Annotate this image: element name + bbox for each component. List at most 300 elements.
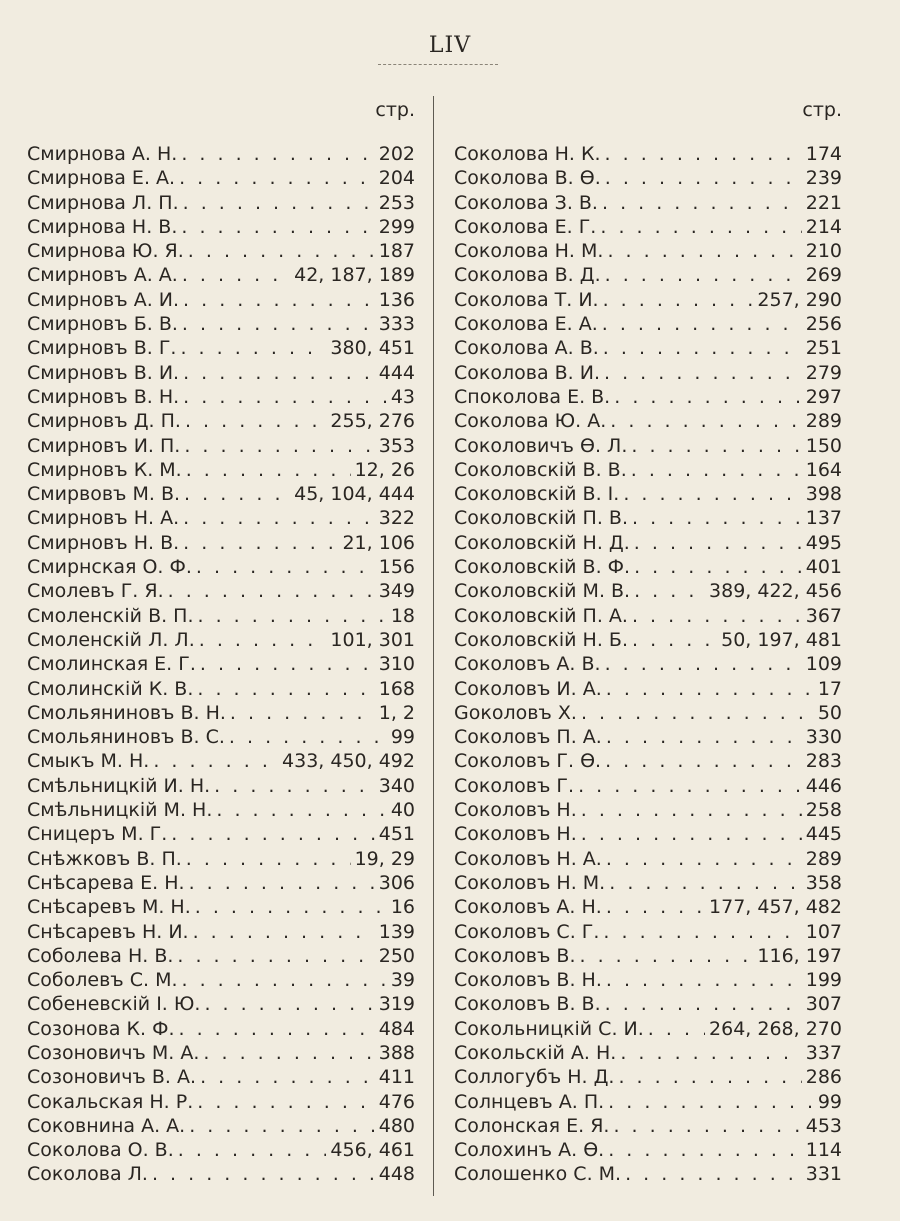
index-entry: [27, 871, 415, 895]
index-entry: [454, 944, 842, 968]
entry-pages: 279: [805, 361, 842, 384]
entry-name: Соколова Е. Г.: [454, 215, 597, 238]
entry-pages: 168: [378, 677, 415, 700]
entry-pages: 367: [805, 604, 842, 627]
dot-leader: [183, 385, 387, 409]
index-entry: [27, 409, 415, 433]
entry-name: Снѣсарева Е. Н.: [27, 871, 185, 894]
index-entry: [454, 677, 842, 701]
entry-pages: 177, 457, 482: [709, 896, 842, 919]
entry-name: Смирнская О. Ф.: [27, 556, 192, 579]
index-entry: [27, 1065, 415, 1089]
entry-pages: 139: [378, 920, 415, 943]
entry-pages: 1, 2: [378, 701, 415, 724]
entry-pages: 174: [805, 143, 842, 165]
entry-pages: 210: [805, 240, 842, 263]
index-entry: [27, 215, 415, 239]
entry-name: Соколовъ В. Н.: [454, 969, 602, 992]
entry-pages: 333: [378, 313, 415, 336]
entry-pages: 239: [805, 167, 842, 190]
index-entry: [27, 385, 415, 409]
entry-pages: 187: [378, 240, 415, 263]
index-entry: [27, 968, 415, 992]
dot-leader: [153, 749, 278, 773]
entry-pages: 264, 268, 270: [709, 1017, 842, 1040]
dot-leader: [197, 677, 374, 701]
entry-pages: 322: [378, 507, 415, 530]
entry-pages: 255, 276: [330, 410, 415, 433]
dot-leader: [581, 798, 802, 822]
entry-name: Соколовъ И. А.: [454, 677, 602, 700]
dot-leader: [182, 312, 375, 336]
index-entry: [27, 604, 415, 628]
entry-name: Соколова Т. И.: [454, 288, 599, 311]
entry-pages: 448: [378, 1163, 415, 1186]
entry-name: Соколовичъ Ѳ. Л.: [454, 434, 628, 457]
index-entry: [27, 482, 415, 506]
entry-pages: 214: [805, 215, 842, 238]
index-entry: [27, 555, 415, 579]
entry-name: Смирновъ В. Н.: [27, 385, 180, 408]
dot-leader: [632, 506, 802, 530]
dot-leader: [606, 895, 705, 919]
index-entry: [27, 944, 415, 968]
entry-pages: 39: [390, 969, 415, 992]
entry-name: Смирновъ К. М.: [27, 458, 182, 481]
index-entry: [454, 725, 842, 749]
index-entry: [454, 385, 842, 409]
index-entry: [27, 895, 415, 919]
index-entry: [27, 920, 415, 944]
index-entry: [27, 1090, 415, 1114]
index-entry: [454, 434, 842, 458]
entry-pages: 253: [378, 191, 415, 214]
entry-pages: 114: [805, 1139, 842, 1162]
index-entry: [454, 482, 842, 506]
dot-leader: [603, 920, 801, 944]
entry-name: Смольяниновъ В. Н.: [27, 701, 226, 724]
entry-name: Соколовскій Н. Д.: [454, 531, 630, 554]
index-entry: [27, 1138, 415, 1162]
dot-leader: [634, 555, 802, 579]
entry-pages: 251: [805, 337, 842, 360]
entry-pages: 45, 104, 444: [294, 483, 415, 506]
dot-leader: [183, 288, 375, 312]
index-entry: [454, 312, 842, 336]
entry-name: Соколовъ С. Г.: [454, 920, 600, 943]
entry-pages: 297: [805, 385, 842, 408]
entry-pages: 286: [805, 1066, 842, 1089]
dot-leader: [606, 725, 802, 749]
entry-name: Соколова Н. М.: [454, 240, 604, 263]
entry-pages: 299: [378, 215, 415, 238]
entry-pages: 401: [805, 556, 842, 579]
dot-leader: [605, 992, 802, 1016]
entry-pages: 319: [378, 993, 415, 1016]
entry-pages: 256: [805, 313, 842, 336]
index-entry: [27, 458, 415, 482]
entry-name: Соколовъ Н. А.: [454, 847, 602, 870]
dot-leader: [623, 482, 801, 506]
dot-leader: [605, 166, 802, 190]
index-entry: [454, 336, 842, 360]
dot-leader: [199, 628, 327, 652]
entry-pages: 50, 197, 481: [721, 628, 842, 651]
dot-leader: [179, 166, 375, 190]
entry-pages: 349: [378, 580, 415, 603]
dot-leader: [196, 555, 375, 579]
entry-name: Сокольницкій С. И.: [454, 1017, 644, 1040]
entry-pages: 18: [390, 604, 415, 627]
entry-name: Соколовскій П. А.: [454, 604, 628, 627]
entry-pages: 353: [378, 434, 415, 457]
entry-name: Соколовъ А. В.: [454, 653, 601, 676]
entry-name: Снѣсаревъ Н. И.: [27, 920, 189, 943]
index-entry: [454, 749, 842, 773]
dot-leader: [183, 506, 375, 530]
entry-name: Соколовъ В. В.: [454, 993, 601, 1016]
index-entry: [454, 531, 842, 555]
entry-name: Соколова В. Ѳ.: [454, 167, 601, 190]
entry-name: Смирнова Н. В.: [27, 215, 178, 238]
entry-pages: 433, 450, 492: [282, 750, 415, 773]
index-entry: [454, 895, 842, 919]
dot-leader: [182, 263, 290, 287]
dot-leader: [183, 531, 338, 555]
entry-name: Снѣсаревъ М. Н.: [27, 896, 191, 919]
index-entry: [454, 628, 842, 652]
index-entry: [27, 142, 415, 166]
entry-name: Соколовъ П. А.: [454, 726, 602, 749]
index-entry: [27, 822, 415, 846]
entry-name: Солнцевъ А. П.: [454, 1090, 605, 1113]
entry-name: Снѣжковъ В. П.: [27, 847, 182, 870]
index-entry: [454, 1162, 842, 1186]
dot-leader: [184, 482, 290, 506]
index-entry: [454, 166, 842, 190]
index-entry: [27, 1041, 415, 1065]
entry-pages: 446: [805, 774, 842, 797]
dot-leader: [216, 798, 386, 822]
dot-leader: [608, 1090, 814, 1114]
entry-name: Соколовъ Н.: [454, 799, 577, 822]
entry-name: Смирновъ В. И.: [27, 361, 180, 384]
entry-name: Соколова З. В.: [454, 191, 598, 214]
entry-pages: 484: [378, 1017, 415, 1040]
dot-leader: [193, 920, 375, 944]
index-entry: [454, 555, 842, 579]
index-entry: [454, 968, 842, 992]
page-column-label: стр.: [375, 99, 415, 121]
dot-leader: [606, 677, 814, 701]
index-entry: [27, 434, 415, 458]
entry-pages: 19, 29: [354, 847, 415, 870]
entry-pages: 411: [378, 1066, 415, 1089]
dot-leader: [200, 1065, 375, 1089]
index-entry: [454, 288, 842, 312]
entry-pages: 42, 187, 189: [294, 264, 415, 287]
index-entry: [27, 847, 415, 871]
entry-name: Соколовъ Н. М.: [454, 871, 606, 894]
dot-leader: [604, 361, 802, 385]
index-entry: [454, 579, 842, 603]
index-entry: [454, 847, 842, 871]
entry-pages: 283: [805, 750, 842, 773]
entry-pages: 340: [378, 774, 415, 797]
dot-leader: [578, 774, 802, 798]
entry-name: Смирнова Ю. Я.: [27, 240, 184, 263]
entry-pages: 40: [390, 799, 415, 822]
page-column-label: стр.: [802, 99, 842, 121]
entry-pages: 445: [805, 823, 842, 846]
dot-leader: [230, 701, 375, 725]
entry-pages: 310: [378, 653, 415, 676]
entry-name: Солохинъ А. Ѳ.: [454, 1139, 605, 1162]
index-entry: [454, 263, 842, 287]
dot-leader: [634, 579, 705, 603]
dot-leader: [606, 847, 802, 871]
entry-name: Gоколовъ Х.: [454, 701, 577, 724]
entry-pages: 476: [378, 1090, 415, 1113]
dot-leader: [200, 652, 375, 676]
index-entry: [454, 701, 842, 725]
entry-name: Смирвовъ М. В.: [27, 483, 181, 506]
index-entry: [454, 1138, 842, 1162]
page-number: LIV: [428, 33, 472, 58]
entry-pages: 101, 301: [330, 628, 415, 651]
dot-leader: [581, 701, 814, 725]
index-column-left: [27, 98, 415, 1187]
entry-name: Сокальская Н. Р.: [27, 1090, 194, 1113]
entry-name: Смоленскій Л. Л.: [27, 628, 195, 651]
dot-leader: [613, 1114, 801, 1138]
entry-pages: 269: [805, 264, 842, 287]
entry-name: Смирновъ А. А.: [27, 264, 178, 287]
dot-leader: [581, 822, 802, 846]
dot-leader: [181, 215, 374, 239]
entry-name: Соколовскій В. І.: [454, 483, 620, 506]
dot-leader: [605, 652, 802, 676]
dot-leader: [606, 968, 802, 992]
index-entry: [27, 1017, 415, 1041]
index-entry: [27, 361, 415, 385]
entry-name: Соколовъ В.: [454, 944, 576, 967]
dot-leader: [183, 361, 375, 385]
entry-name: Соколова Л.: [27, 1163, 148, 1186]
dot-leader: [186, 847, 351, 871]
index-entry: [27, 239, 415, 263]
entry-name: Соколова О. В.: [27, 1139, 174, 1162]
entry-name: Смирновъ А. И.: [27, 288, 180, 311]
entry-name: Соллогубъ Н. Д.: [454, 1066, 615, 1089]
index-entry: [454, 920, 842, 944]
dot-leader: [185, 409, 326, 433]
entry-name: Соколовскій П. В.: [454, 507, 628, 530]
entry-pages: 21, 106: [342, 531, 415, 554]
entry-name: Соколовскій М. В.: [454, 580, 631, 603]
column-divider: [433, 96, 434, 1196]
entry-pages: 389, 422, 456: [709, 580, 842, 603]
entry-name: Споколова Е. В.: [454, 385, 611, 408]
entry-pages: 257, 290: [757, 288, 842, 311]
dot-leader: [605, 263, 802, 287]
index-entry: [27, 749, 415, 773]
dot-leader: [609, 871, 802, 895]
entry-name: Соколовскій В. Ф.: [454, 556, 631, 579]
dot-leader: [171, 822, 374, 846]
entry-pages: 495: [805, 531, 842, 554]
dot-leader: [607, 239, 801, 263]
dot-leader: [183, 191, 375, 215]
dot-leader: [634, 531, 802, 555]
index-entry: [454, 1041, 842, 1065]
entry-name: Соколовъ А. Н.: [454, 896, 602, 919]
index-entry: [27, 1162, 415, 1186]
entry-name: Смольяниновъ В. С.: [27, 726, 225, 749]
entry-pages: 380, 451: [330, 337, 415, 360]
dot-leader: [632, 628, 717, 652]
dot-leader: [631, 458, 802, 482]
entry-pages: 258: [805, 799, 842, 822]
entry-pages: 164: [805, 458, 842, 481]
entry-pages: 398: [805, 483, 842, 506]
index-entry: [454, 604, 842, 628]
entry-name: Собеневскій І. Ю.: [27, 993, 201, 1016]
entry-name: Смирновъ И. П.: [27, 434, 181, 457]
entry-name: Соколова Е. А.: [454, 313, 598, 336]
entry-pages: 453: [805, 1114, 842, 1137]
dot-leader: [152, 1162, 375, 1186]
dot-leader: [178, 1138, 327, 1162]
index-entry: [454, 1017, 842, 1041]
dot-leader: [168, 579, 375, 603]
entry-name: Смолинскій К. В.: [27, 677, 194, 700]
dot-leader: [180, 336, 326, 360]
dot-leader: [229, 725, 387, 749]
index-entry: [27, 701, 415, 725]
entry-pages: 99: [817, 1090, 842, 1113]
index-entry: [27, 312, 415, 336]
entry-pages: 388: [378, 1041, 415, 1064]
dot-leader: [181, 142, 374, 166]
dot-leader: [625, 1162, 802, 1186]
dot-leader: [214, 774, 375, 798]
index-entry: [454, 1114, 842, 1138]
entry-name: Смирновъ Н. А.: [27, 507, 180, 530]
entry-pages: 156: [378, 556, 415, 579]
entry-pages: 50: [817, 701, 842, 724]
index-entry: [27, 652, 415, 676]
entry-pages: 204: [378, 167, 415, 190]
entry-pages: 250: [378, 944, 415, 967]
dot-leader: [182, 968, 387, 992]
entry-pages: 444: [378, 361, 415, 384]
entry-pages: 99: [390, 726, 415, 749]
dot-leader: [631, 434, 801, 458]
entry-name: Соковнина А. А.: [27, 1114, 186, 1137]
dot-leader: [614, 385, 802, 409]
dot-leader: [603, 336, 802, 360]
dot-leader: [184, 434, 374, 458]
entry-pages: 12, 26: [354, 458, 415, 481]
index-entry: [454, 239, 842, 263]
index-entry: [454, 506, 842, 530]
index-column-right: [454, 98, 842, 1187]
entry-name: Смолинская Е. Г.: [27, 653, 196, 676]
entry-pages: 116, 197: [757, 944, 842, 967]
dot-leader: [605, 142, 802, 166]
entry-pages: 136: [378, 288, 415, 311]
entry-pages: 43: [390, 385, 415, 408]
entry-pages: 109: [805, 653, 842, 676]
entry-name: Смоленскій В. П.: [27, 604, 194, 627]
entry-pages: 17: [817, 677, 842, 700]
index-entry: [454, 361, 842, 385]
entry-name: Соколова Ю. А.: [454, 410, 607, 433]
entry-pages: 289: [805, 410, 842, 433]
index-entry: [454, 458, 842, 482]
index-entry: [27, 628, 415, 652]
entry-name: Соколовъ Н.: [454, 823, 577, 846]
entry-name: Соколова Н. К.: [454, 143, 601, 165]
index-entry: [454, 871, 842, 895]
dot-leader: [648, 1017, 705, 1041]
index-entry: [27, 774, 415, 798]
entry-pages: 331: [805, 1163, 842, 1186]
entry-name: Смирновъ В. Г.: [27, 337, 177, 360]
dot-leader: [618, 1065, 801, 1089]
dot-leader: [198, 604, 387, 628]
index-entry: [454, 215, 842, 239]
entry-pages: 451: [378, 823, 415, 846]
entry-name: Соболевъ С. М.: [27, 969, 178, 992]
index-entry: [454, 774, 842, 798]
index-entry: [27, 506, 415, 530]
index-entry: [27, 798, 415, 822]
entry-name: Соколовъ Г.: [454, 774, 575, 797]
entry-name: Смирнова А. Н.: [27, 143, 178, 165]
entry-name: Соколовскій В. В.: [454, 458, 627, 481]
entry-name: Смирнова Е. А.: [27, 167, 176, 190]
entry-list-right: [454, 142, 842, 1187]
entry-pages: 107: [805, 920, 842, 943]
index-entry: [454, 992, 842, 1016]
entry-name: Соколова В. Д.: [454, 264, 601, 287]
entry-pages: 358: [805, 871, 842, 894]
dot-leader: [602, 312, 802, 336]
dot-leader: [204, 992, 374, 1016]
entry-pages: 307: [805, 993, 842, 1016]
dot-leader: [179, 1017, 375, 1041]
entry-name: Созонова К. Ф.: [27, 1017, 175, 1040]
dot-leader: [195, 895, 387, 919]
index-entry: [27, 191, 415, 215]
entry-pages: 330: [805, 726, 842, 749]
entry-name: Созоновичъ В. А.: [27, 1066, 197, 1089]
entry-name: Соколова В. И.: [454, 361, 601, 384]
index-entry: [454, 798, 842, 822]
index-entry: [454, 191, 842, 215]
entry-pages: 337: [805, 1041, 842, 1064]
entry-name: Смѣльницкій М. Н.: [27, 799, 213, 822]
dot-leader: [189, 1114, 375, 1138]
dot-leader: [203, 1041, 374, 1065]
entry-pages: 16: [390, 896, 415, 919]
dot-leader: [602, 191, 802, 215]
index-entry: [27, 725, 415, 749]
entry-name: Смирновъ Н. В.: [27, 531, 180, 554]
dot-leader: [188, 239, 375, 263]
